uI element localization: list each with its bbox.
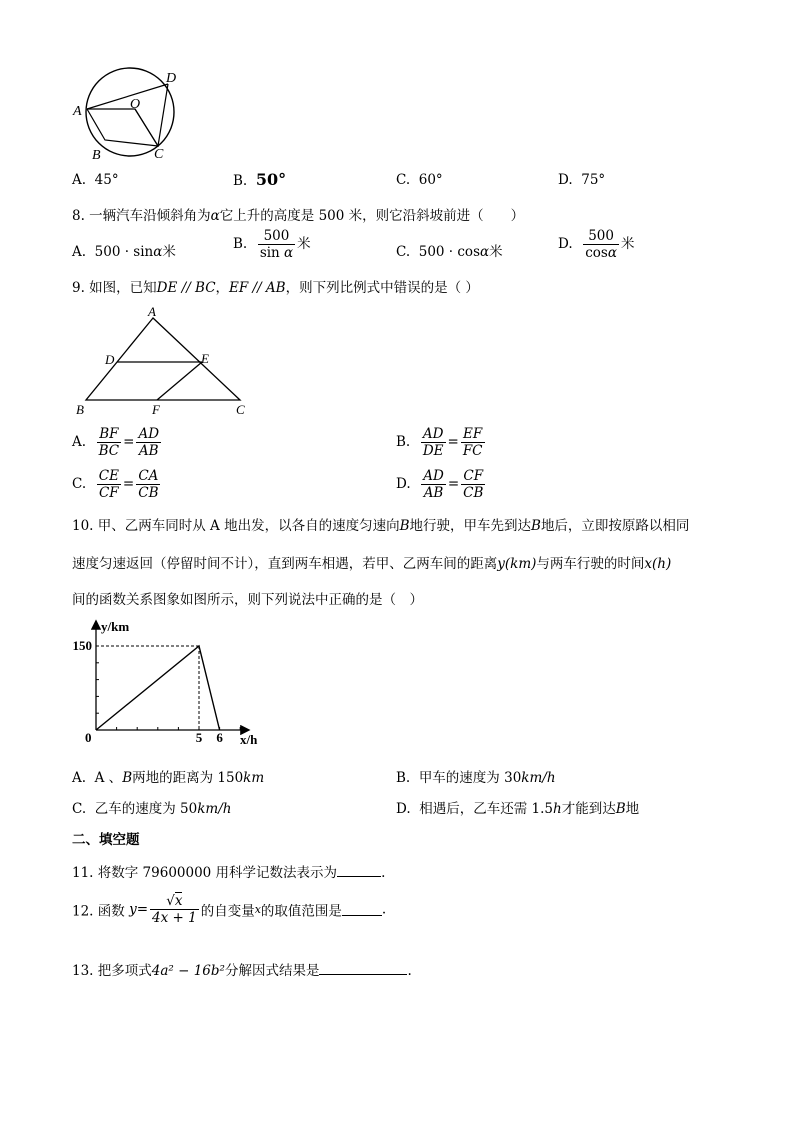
quad-ABC — [87, 109, 158, 146]
label-A: A — [73, 104, 82, 119]
x-tick-label-6: 6 — [216, 730, 223, 745]
label-E: E — [201, 351, 209, 366]
y-axis-label: y/km — [101, 619, 130, 634]
y-tick-label-150: 150 — [72, 638, 92, 653]
q12-answer-blank[interactable] — [342, 903, 382, 916]
q10-option-d[interactable]: D. 相遇后，乙车还需 1.5h才能到达B地 — [396, 801, 640, 817]
label-C: C — [154, 147, 164, 162]
q10-stem-line2: 速度匀速返回（停留时间不计），直到两车相遇，若甲、乙两车间的距离y(km)与两车行驶的时间x(h) — [72, 556, 672, 572]
label-D: D — [105, 352, 115, 367]
q8-stem: 8. 一辆汽车沿倾斜角为α它上升的高度是 500 米，则它沿斜坡前进（ ） — [72, 208, 525, 224]
q10-option-a[interactable]: A. A 、B两地的距离为 150km — [72, 770, 265, 786]
q11: 11. 将数字 79600000 用科学记数法表示为 . — [72, 865, 386, 881]
x-axis-label: x/h — [240, 732, 258, 747]
q7-option-d[interactable]: D. 75° — [558, 172, 606, 188]
q10-option-b[interactable]: B. 甲车的速度为 30km/h — [396, 770, 556, 786]
q13-answer-blank[interactable] — [319, 962, 407, 975]
q13: 13. 把多项式4a² − 16b²分解因式结果是 . — [72, 963, 412, 979]
series-line — [96, 646, 220, 730]
q10-stem-line1: 10. 甲、乙两车同时从 A 地出发，以各自的速度匀速向B地行驶，甲车先到达B地后，立即按原路以相同 — [72, 518, 690, 534]
section-title-fill-blank: 二、填空题 — [72, 832, 140, 848]
q8-option-b[interactable]: B. $\frac{500}{\text{sin α}}$ 米 — [233, 228, 311, 261]
segment-AD — [87, 84, 168, 109]
q9-option-c[interactable]: C. $\frac{CE}{CF}$ = $\frac{CA}{CB}$ — [72, 468, 159, 501]
q11-answer-blank[interactable] — [337, 864, 381, 877]
q8-option-a[interactable]: A. 500 · sinα米 — [72, 244, 176, 260]
origin-label: 0 — [85, 730, 92, 745]
q7-circle-figure — [70, 62, 190, 167]
q12: 12. 函数 y= $\frac{√x}{4x + 1}$ 的自变量x的取值范围是 . — [72, 893, 387, 926]
q10-line-chart — [68, 614, 268, 752]
label-B: B — [92, 148, 101, 163]
segment-OC — [135, 109, 158, 146]
q8-d-fraction: $\frac{500}{\cos\alpha}$ — [585, 228, 617, 261]
segment-EF — [157, 362, 202, 400]
q12-fraction: $\frac{√x}{4x + 1}$ — [152, 893, 197, 926]
q9-option-b[interactable]: B. $\frac{AD}{DE}$ = $\frac{EF}{FC}$ — [396, 426, 483, 459]
q9-option-a[interactable]: A. $\frac{BF}{BC}$ = $\frac{AD}{AB}$ — [72, 426, 160, 459]
x-tick-label-5: 5 — [195, 730, 203, 745]
label-A: A — [148, 304, 156, 319]
q7-option-a[interactable]: A. 45° — [72, 172, 119, 188]
q7-option-c[interactable]: C. 60° — [396, 172, 443, 188]
q10-option-c[interactable]: C. 乙车的速度为 50km/h — [72, 801, 232, 817]
q9-triangle-figure — [72, 304, 262, 420]
q7-option-b[interactable]: B. 50° — [233, 170, 287, 189]
sqrt-sign: √ — [166, 893, 175, 909]
label-C: C — [236, 402, 245, 417]
q9-option-d[interactable]: D. $\frac{AD}{AB}$ = $\frac{CF}{CB}$ — [396, 468, 484, 501]
q9-stem: 9. 如图，已知DE // BC，EF // AB，则下列比例式中错误的是（ ） — [72, 280, 479, 296]
label-B: B — [76, 402, 84, 417]
q8-option-d[interactable]: D. $\frac{500}{\cos\alpha}$ 米 — [558, 228, 635, 261]
q8-option-c[interactable]: C. 500 · cosα米 — [396, 244, 503, 260]
q10-stem-line3: 间的函数关系图象如图所示，则下列说法中正确的是（ ） — [72, 592, 423, 608]
label-O: O — [130, 97, 141, 112]
label-D: D — [166, 71, 177, 86]
q8-b-fraction: $\frac{500}{\text{sin α}}$ — [259, 228, 294, 261]
label-F: F — [152, 402, 160, 417]
